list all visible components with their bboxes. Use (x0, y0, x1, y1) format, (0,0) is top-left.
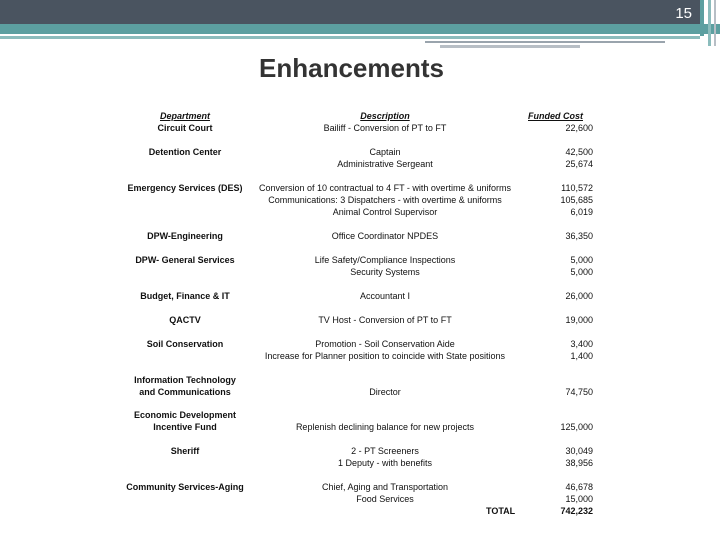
table-cell-department: Soil Conservation (146, 339, 224, 349)
table-cell-description: Chief, Aging and Transportation (321, 482, 449, 492)
table-cell-cost: 30,049 (565, 446, 593, 456)
table-cell-cost: 25,674 (565, 159, 593, 169)
table-cell-department: Community Services-Aging (126, 482, 244, 492)
table-cell-department: Circuit Court (157, 123, 213, 133)
table-cell-cost: 19,000 (565, 315, 593, 325)
table-cell-description: Replenish declining balance for new projects (295, 422, 475, 432)
table-cell-description: Increase for Planner position to coincide with State positions (264, 351, 506, 361)
table-cell-department: and Communications (139, 387, 231, 397)
table-cell-description: Animal Control Supervisor (332, 207, 438, 217)
table-cell-cost: 42,500 (565, 147, 593, 157)
table-cell-cost: 5,000 (570, 255, 593, 265)
table-cell-cost: 5,000 (570, 267, 593, 277)
page-number: 15 (675, 5, 692, 22)
table-cell-department: QACTV (169, 315, 201, 325)
table-cell-cost: 74,750 (565, 387, 593, 397)
page-title: Enhancements (259, 53, 444, 83)
table-cell-department: Incentive Fund (153, 422, 217, 432)
table-cell-description: 2 - PT Screeners (351, 446, 419, 456)
column-header-description: Description (360, 111, 410, 121)
table-cell-cost: 1,400 (570, 351, 593, 361)
table-cell-cost: 15,000 (565, 494, 593, 504)
table-cell-cost: 125,000 (560, 422, 593, 432)
table-cell-department: Information Technology (134, 375, 236, 385)
table-cell-description: Life Safety/Compliance Inspections (314, 255, 456, 265)
table-cell-description: Food Services (356, 494, 414, 504)
table-cell-description: 1 Deputy - with benefits (337, 458, 433, 468)
table-cell-cost: 46,678 (565, 482, 593, 492)
table-cell-description: Accountant I (359, 291, 411, 301)
total-value: 742,232 (560, 506, 593, 516)
table-cell-cost: 3,400 (570, 339, 593, 349)
table-cell-cost: 110,572 (561, 183, 593, 193)
table-cell-cost: 38,956 (565, 458, 593, 468)
table-cell-department: DPW- General Services (135, 255, 235, 265)
table-cell-description: Administrative Sergeant (337, 159, 433, 169)
table-cell-department: Sheriff (170, 446, 200, 456)
table-cell-description: Communications: 3 Dispatchers - with overtime & uniforms (268, 195, 502, 205)
table-cell-description: Bailiff - Conversion of PT to FT (323, 123, 447, 133)
table-cell-cost: 22,600 (565, 123, 593, 133)
column-header-cost: Funded Cost (528, 111, 583, 121)
table-cell-description: Captain (369, 147, 401, 157)
table-cell-description: Security Systems (350, 267, 420, 277)
table-cell-department: Detention Center (148, 147, 222, 157)
table-cell-cost: 36,350 (565, 231, 593, 241)
table-cell-description: Office Coordinator NPDES (331, 231, 439, 241)
table-cell-department: DPW-Engineering (147, 231, 223, 241)
table-cell-department: Budget, Finance & IT (140, 291, 230, 301)
table-cell-department: Economic Development (133, 410, 237, 420)
table-cell-description: Promotion - Soil Conservation Aide (315, 339, 455, 349)
table-cell-cost: 26,000 (565, 291, 593, 301)
total-label: TOTAL (486, 506, 516, 516)
table-cell-cost: 105,685 (560, 195, 593, 205)
table-cell-department: Emergency Services (DES) (127, 183, 243, 193)
table-cell-cost: 6,019 (570, 207, 593, 217)
table-cell-description: TV Host - Conversion of PT to FT (318, 315, 452, 325)
table-cell-description: Conversion of 10 contractual to 4 FT - with overtime & uniforms (259, 183, 511, 193)
table-cell-description: Director (369, 387, 401, 397)
column-header-department: Department (159, 111, 210, 121)
